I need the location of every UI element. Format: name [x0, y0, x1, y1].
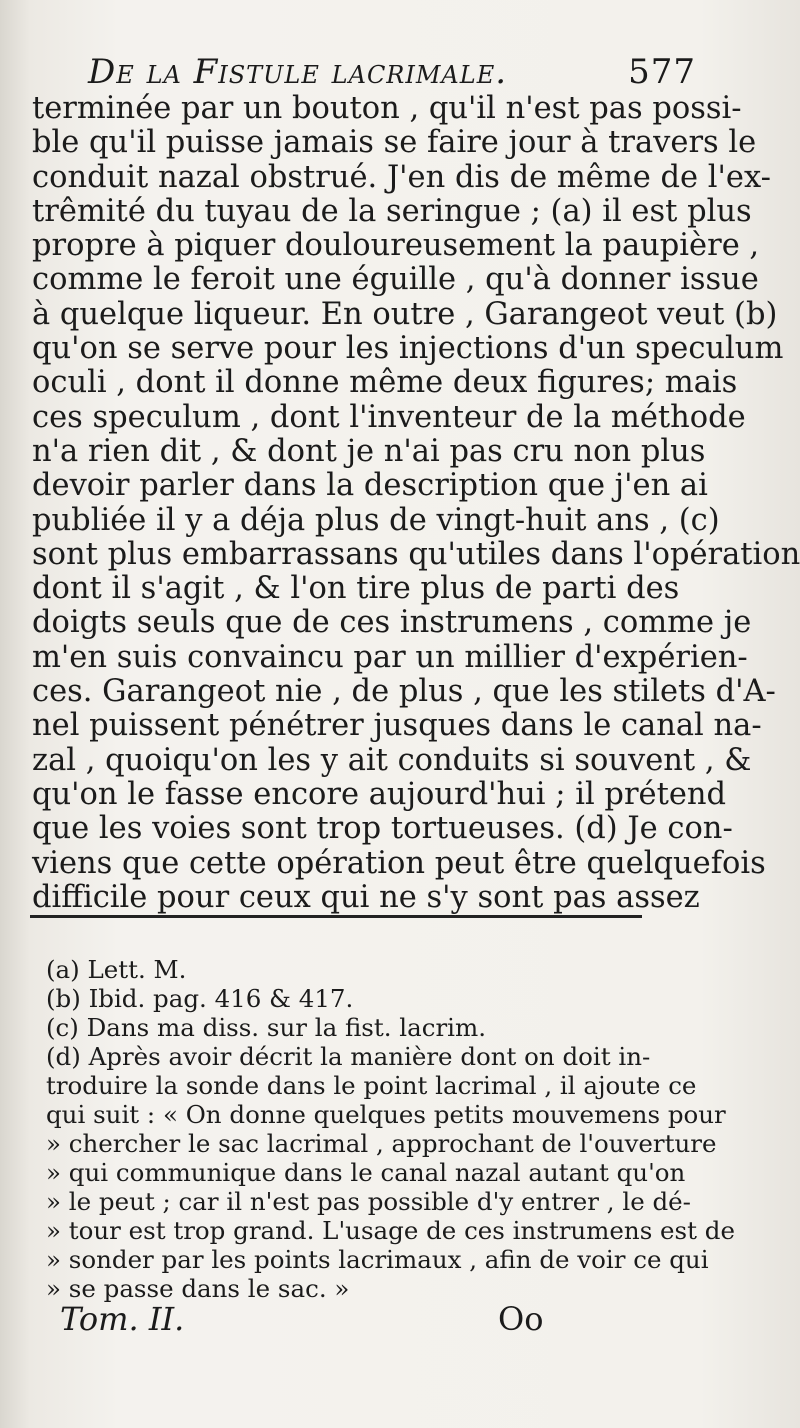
text-line: trêmité du tuyau de la seringue ; (a) il est plus	[32, 193, 752, 229]
text-line: oculi , dont il donne même deux figures; mais	[32, 365, 738, 401]
text-line: m'en suis convaincu par un millier d'expérien-	[32, 639, 748, 675]
text-line: publiée il y a déja plus de vingt-huit ans , (c)	[32, 502, 720, 538]
text-line: à quelque liqueur. En outre , Garangeot veut (b)	[32, 296, 778, 332]
text-line: comme le feroit une éguille , qu'à donner issue	[32, 262, 759, 298]
footnote-line: (b) Ibid. pag. 416 & 417.	[46, 984, 354, 1013]
text-line: zal , quoiqu'on les y ait conduits si souvent , &	[32, 742, 752, 778]
text-line: qu'on se serve pour les injections d'un speculum	[32, 331, 784, 367]
text-line: n'a rien dit , & dont je n'ai pas cru non plus	[32, 433, 706, 469]
text-line: doigts seuls que de ces instrumens , comme je	[32, 605, 752, 641]
text-line: qu'on le fasse encore aujourd'hui ; il prétend	[32, 776, 727, 812]
text-line: que les voies sont trop tortueuses. (d) Je con-	[32, 811, 733, 847]
text-line: ble qu'il puisse jamais se faire jour à travers le	[32, 125, 757, 161]
footnote-line: qui suit : « On donne quelques petits mouvemens pour	[46, 1100, 726, 1129]
text-line: sont plus embarrassans qu'utiles dans l'opération	[32, 536, 800, 572]
footnote-line: » chercher le sac lacrimal , approchant de l'ouverture	[46, 1129, 717, 1158]
footnote-line: » qui communique dans le canal nazal autant qu'on	[46, 1158, 686, 1187]
footnote-line: » le peut ; car il n'est pas possible d'y entrer , le dé-	[46, 1187, 691, 1216]
text-line: terminée par un bouton , qu'il n'est pas possi-	[32, 91, 742, 126]
page-footer	[60, 1300, 560, 1340]
footnote-line: (d) Après avoir décrit la manière dont on doit in-	[46, 1042, 651, 1071]
footnote-line: (c) Dans ma diss. sur la fist. lacrim.	[46, 1013, 487, 1042]
page-number: 577	[628, 52, 696, 92]
text-line: difficile pour ceux qui ne s'y sont pas assez	[32, 879, 700, 915]
running-header	[88, 52, 696, 96]
text-line: nel puissent pénétrer jusques dans le canal na-	[32, 708, 762, 744]
text-line: ces. Garangeot nie , de plus , que les stilets d'A-	[32, 674, 776, 710]
footnote-line: » se passe dans le sac. »	[46, 1274, 350, 1303]
text-line: ces speculum , dont l'inventeur de la méthode	[32, 399, 746, 435]
signature-mark: Oo	[498, 1300, 544, 1338]
volume-label: Tom. II.	[60, 1300, 185, 1338]
text-line: conduit nazal obstrué. J'en dis de même de l'ex-	[32, 159, 771, 195]
footnote-line: troduire la sonde dans le point lacrimal , il ajoute ce	[46, 1071, 697, 1100]
body-text	[32, 91, 800, 915]
footnote-line: » sonder par les points lacrimaux , afin de voir ce qui	[46, 1245, 709, 1274]
running-title: De la Fistule lacrimale.	[88, 52, 508, 92]
footnote-line: (a) Lett. M.	[46, 955, 187, 984]
text-line: viens que cette opération peut être quelquefois	[32, 845, 766, 881]
footnote-divider	[30, 915, 642, 918]
text-line: dont il s'agit , & l'on tire plus de parti des	[32, 571, 680, 607]
footnote-line: » tour est trop grand. L'usage de ces instrumens est de	[46, 1216, 735, 1245]
text-line: devoir parler dans la description que j'en ai	[32, 468, 708, 504]
text-line: propre à piquer douloureusement la paupière ,	[32, 228, 760, 264]
footnotes	[46, 955, 735, 1303]
